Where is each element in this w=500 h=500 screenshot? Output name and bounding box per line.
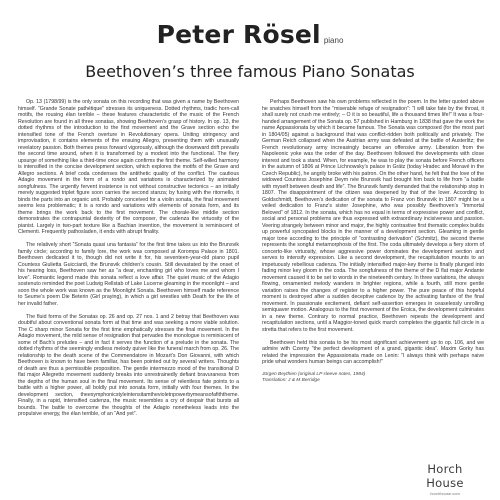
paragraph: The relatively short “Sonata quasi una fantasia” for the first time takes us into the Brunsvik family circle; according to family lore, the work was composed at Korompa Palace in 1801. Beethoven dedicated it to, though did not write it for, his seventeen-year-old piano pupil Countess Giulietta Guicciardi, the Brunsvik children’s cousin. Still devastated by the onset of his hearing loss, Beethoven saw her as “a dear, enchanting girl who loves me and whom I love”. Romantic legend made this sonata reflect a love affair. The quiet music of the Adagio sostenuto reminded the poet Ludwig Rellstab of Lake Lucerne gleaming in the moonlight – and soon the whole work was known as the Moonlight Sonata. Beethoven himself made reference to Seume’s poem Die Beterin (Girl praying), in which a girl wrestles with Death for the life of her invalid father. bbox=[18, 242, 239, 307]
header bbox=[0, 20, 500, 49]
paragraph: Beethoven held this sonata to be his most significant achievement up to op. 106, and we admire with Czerny “the perfect development of a grand, gigantic idea”. Maxim Gorky has related the impression the Appassionata made on Lenin: “I always think with perhaps naive pride what wonders human beings can accomplish!” bbox=[262, 339, 484, 365]
right-column bbox=[262, 99, 484, 384]
paragraph: The fluid forms of the Sonatas op. 26 and op. 27 nos. 1 and 2 betray that Beethoven was doubtful about conventional sonata form at that time and was seeking a more viable solution. The C sharp minor Sonata for the first time emphatically stresses the final movement. In the Adagio movement, the mild sense of resignation that pervades the monologue is reminiscent of some of Bach’s preludes – and in fact it serves the function of a prelude in the sonata. The dotted rhythms of the seemingly endless melody quiver like the funeral march from op. 26. The relationship to the death scene of the Commendatore in Mozart’s Don Giovanni, with which Beethoven is known to have been familiar, has been pointed out by several writers. Thoughts of death are thus a permissible proposition. The gentle intermezzo mood of the transitional D flat major Allegretto movement suddenly breaks into unrestrainedly defiant bravuraness from the depths of the human soul in the final movement. Its sense of relentless fate points to a battle with a higher power, all boldly put into sonata form, initially with four themes. In the development section, theesymphonicstyleintensitamthevioletnpowerbymeansofafiththeme. Finally, in a rapid, intensified cadenza, the music resembles a cry of despair that bursts all bounds. The battle to overcome the thoughts of the Adagio nonetheless leads into the propulsive energy, the élan terrible, of an “And yet”. bbox=[18, 313, 239, 417]
paragraph: Perhaps Beethoven saw his own problems reflected in the poem. In the letter quoted above he snatches himself from the “miserable refuge of resignation”: “I will take fate by the throat, it shall surely not crush me entirely; – O it is so beautiful, life a thousand times life!” It was a four-handed arrangement of the Sonata op. 57 published in Hamburg in 1838 that gave the work the name Appassionata by which it became famous. The Sonata was composed (for the most part in 1804/05) against a background that was conflict-ridden both politically and privately. The German Reich collapsed when the Austrian army was defeated at the battle of Austerlitz; the French revolutionary army increasingly became an offensive army. Liberation from the Napoleonic yoke was the order of the day. Beethoven followed the developments with close interest and took a stand. When, for example, he was to play the sonata before French officers in the autumn of 1806 at Prince Lichnowsky’s palace in Grätz (today Hradec and Moravé in the Czech Republic), he angrily broke with his patron. On the other hand, he felt that the love of the widowed Countess Josephine Deym née Brunsvik had brought him back to life from “a battle with myself between death and life”. The Brunsvik family demanded that the relationship stop in 1807. The disappointment of the citizen was deepened by that of the lover. According to Goldschmidt, Beethoven’s dedication of the sonata to Franz von Brunsvik in 1807 might be a veiled dedication to Franz’s sister Josephine, who was possibly Beethoven’s “Immortal Beloved” of 1812. In the sonata, which has no equal in terms of expressive power and conflict, social and personal problems are thus expressed with extraordinary incisiveness and passion. Veering strangely between minor and major, the highly contrastive first thematic complex builds up powerful syncopated blocks in the manner of a development section. Gleaming in gentle major tone according to the principle of “contrasting derivation” (Schmitz), the second theme represents the songful metamorphosis of the first. The coda ultimately develops a fiery storm of concerto-like virtuosity, whose aggressive power dominates the development section and serves to intensify expression. Like a second development, the recapitulation mounts to an impetuously rebellious cadenza. The initially intensified major-key theme is finally plunged into fading minor key gloom in the coda. The songfulness of the theme of the D flat major Andante movement caused it to be set to words in the nineteenth century. In three variations, the always flowing, ornamented melody wanders in brighter regions, while a fourth, still more gentle variation raises the changes of register to a higher power. The pure peace of this hopeful moment is destroyed after a sudden deceptive cadence by the activating fanfare of the final movement. In passionate excitement, defiant self-assertion emerges in ceaselessly unrolling semiquaver motion. Analogous to the first movement of the Eroica, the development culminates in a new theme. Contrary to normal practice, Beethoven repeats the development and recapitulation sections, until a Maggior-toned quick march completes the gigantic full circle in a stretta that refers to the first movement. bbox=[262, 99, 484, 333]
credits-note bbox=[262, 372, 484, 384]
performer-name: Peter Rösel bbox=[156, 20, 321, 49]
translation-credit: Translation: J & M Berridge bbox=[262, 378, 320, 383]
left-column bbox=[18, 99, 239, 424]
performer-role: piano bbox=[323, 36, 344, 45]
label-logo-mark: Horch House bbox=[426, 462, 464, 490]
author-credit: Jürgen Beythien (original LP sleeve notes, 1984) bbox=[262, 372, 366, 377]
label-logo bbox=[407, 462, 483, 496]
page-title: Beethoven’s three famous Piano Sonatas bbox=[85, 62, 415, 81]
paragraph: Op. 13 (1798/99) is the only sonata on this recording that was given a name by Beethoven himself. “Grande Sonate pathétique” stresses its uniqueness. Dotted rhythms, tradic horn-call motifs, the rousing élan terrible – these features characteristic of the music of the French Revolution are found in all three sonatas, showing Beethoven’s grasp of history. In op. 13, the dotted rhythms of the introduction to the first movement and the Grave section echo the intensified tone of the French overture in Revolutionary opera. Uniting stringency and improvisation, it contains elements of the ensuing Allegro, presenting them with unusually revelatory passion. Both themes press forward vigorously, although the downward drift prevails the second time around, when it is transformed by a modest into the functional. The fiery upsurge of something like a third-time once again confirms the first theme. Self-willed harmony is intensified in the concise development section, which explores the motifs of the Grave and Allegro sections. A brief coda condenses the antithetic quality of the conflict. The cautious Adagio movement in the form of a rondo and variations is characterized by animated songfulness. The urgently fervent insistence is not without constructive tectonics – an initially merely suggested triplet figure soon carries the second stanza; by fusing with the ritornello, it binds the parts into an organic unit. Probably conceived for a violin sonata, the final movement seems less problematic; it is a rondo and variations with elements of sonata form, and its theme brings the work back to the first movement. The chorale-like middle section demonstrates the contrapuntal dexterity of the composer, the cadenza the virtuosity of the pianist. Largely in two-part texture like a Bachian invention, the movement is reminiscent of Clementi. Frequently pathosladen, it ends with abrupt finality. bbox=[18, 99, 239, 235]
label-url: horchhouse.com bbox=[430, 491, 460, 496]
